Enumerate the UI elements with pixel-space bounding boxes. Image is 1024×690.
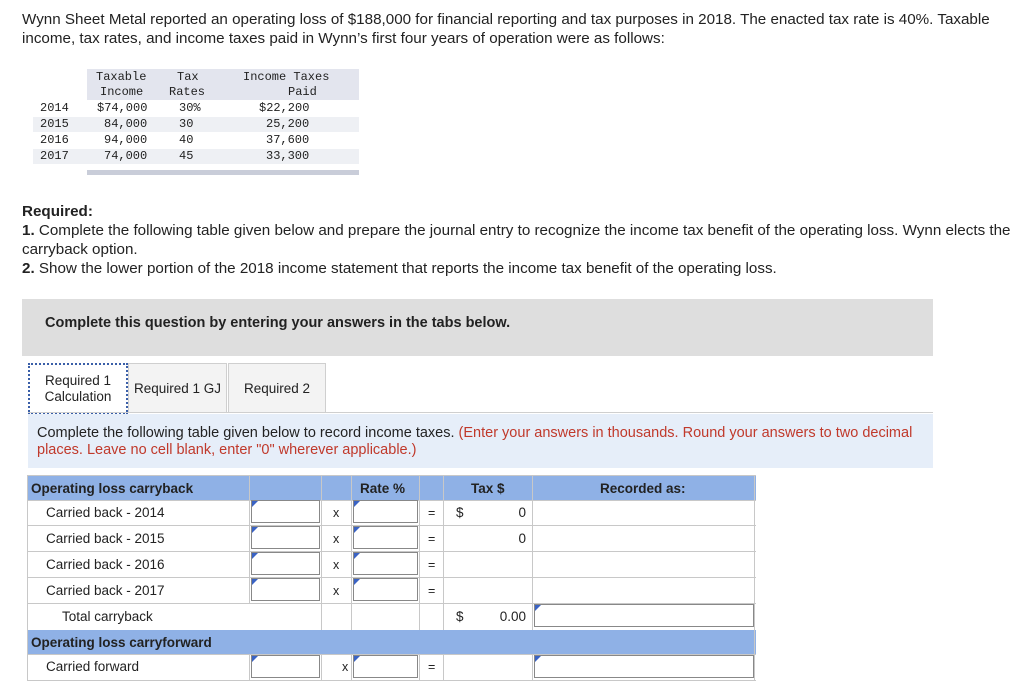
row-label: Carried back - 2015 [46, 531, 165, 546]
row-rate: 30% [179, 101, 201, 115]
col-header-tax: Tax [177, 70, 199, 84]
equals-sign: = [428, 660, 436, 674]
table-row [33, 117, 359, 132]
carryforward-recorded-input[interactable] [534, 655, 754, 678]
col-header-taxable: Taxable [96, 70, 147, 84]
header-cell-amount [250, 476, 322, 500]
tab-label: Required 2 [243, 380, 311, 396]
equals-cell [420, 525, 444, 551]
instructions-banner [22, 299, 933, 356]
table-row [27, 525, 756, 552]
total-recorded-input[interactable] [534, 604, 754, 627]
col-header-income: Income [100, 85, 144, 99]
row-label-cell [28, 551, 250, 577]
times-cell [322, 499, 352, 525]
header-tax: Tax $ [471, 481, 505, 496]
carryforward-amount-input[interactable] [251, 655, 320, 678]
row-income: 74,000 [104, 149, 148, 163]
row-label-cell [28, 577, 250, 603]
recorded-cell [533, 499, 755, 525]
row-rate: 40 [179, 133, 194, 147]
header-carryback-label: Operating loss carryback [31, 481, 194, 496]
rate-input[interactable] [353, 552, 418, 575]
row-year: 2015 [40, 117, 69, 131]
row-income: 94,000 [104, 133, 148, 147]
tab-required-1-gj[interactable] [128, 363, 227, 413]
header-cell-recorded [533, 476, 755, 500]
tab-label: Required 1 GJ [133, 380, 222, 396]
rate-cell [352, 577, 420, 603]
rate-input[interactable] [353, 500, 418, 523]
recorded-cell [533, 603, 755, 630]
amount-cell [250, 577, 322, 603]
times-sign: x [333, 532, 340, 546]
tax-value: 0 [518, 505, 526, 520]
tax-cell [444, 654, 533, 680]
equals-cell [420, 551, 444, 577]
row-paid: 37,600 [266, 133, 310, 147]
instructions-hint: (Enter your answers in thousands. Round your answers to two decimal places. Leave no cell blank, enter "0" wherever applicable.) [37, 425, 913, 458]
total-tax-value: 0.00 [499, 609, 526, 624]
total-dollar-sign: $ [456, 609, 464, 624]
times-sign: x [342, 660, 349, 674]
row-rate: 45 [179, 149, 194, 163]
total-label: Total carryback [62, 609, 153, 624]
rate-input[interactable] [353, 578, 418, 601]
tax-value: 0 [518, 531, 526, 546]
equals-sign: = [428, 584, 436, 598]
required-item2-number: 2. [22, 260, 35, 277]
problem-intro: Wynn Sheet Metal reported an operating loss of $188,000 for financial reporting and tax purposes in 2018. The enacted tax rate is 40%. Taxable income, tax rates, and income taxes paid in Wynn’s first four years of operation were as follows: [22, 11, 990, 47]
tab-label-line2: Calculation [44, 389, 112, 404]
col-header-paid: Paid [288, 85, 317, 99]
times-cell [322, 551, 352, 577]
carryforward-header-cell [28, 630, 755, 654]
row-year: 2017 [40, 149, 69, 163]
header-cell-label [28, 476, 250, 500]
header-cell-equals [420, 476, 444, 500]
table-bottom-rule [87, 170, 359, 175]
equals-sign: = [428, 558, 436, 572]
row-label: Carried back - 2017 [46, 583, 165, 598]
dollar-sign: $ [456, 505, 464, 520]
carryforward-header-label: Operating loss carryforward [31, 635, 212, 650]
equals-cell [420, 577, 444, 603]
times-cell [322, 654, 352, 680]
required-item1-text: Complete the following table given below and prepare the journal entry to recognize the income tax benefit of the operating loss. Wynn elects the carryback option. [22, 222, 1011, 258]
recorded-cell [533, 654, 755, 680]
carryforward-label: Carried forward [46, 659, 140, 674]
col-header-income-taxes: Income Taxes [243, 70, 330, 84]
answer-table-header [27, 475, 756, 501]
row-year: 2014 [40, 101, 69, 115]
row-paid: 25,200 [266, 117, 310, 131]
header-rate: Rate % [360, 481, 406, 496]
times-sign: x [333, 506, 340, 520]
required-heading: Required: [22, 203, 93, 220]
equals-sign: = [428, 532, 436, 546]
row-label: Carried back - 2016 [46, 557, 165, 572]
tab-required-2[interactable] [228, 363, 326, 413]
required-item2-text: Show the lower portion of the 2018 income statement that reports the income tax benefit of the operating loss. [34, 260, 777, 277]
col-header-rates: Rates [169, 85, 206, 99]
tax-cell [444, 499, 533, 525]
rate-cell [352, 654, 420, 680]
tab-label-line1: Required 1 [44, 373, 112, 388]
header-cell-times [322, 476, 352, 500]
recorded-cell [533, 525, 755, 551]
amount-cell [250, 499, 322, 525]
instructions-main: Complete the following table given below to record income taxes. [37, 425, 455, 441]
tab-instructions [28, 414, 933, 468]
row-label: Carried back - 2014 [46, 505, 165, 520]
loss-amount-input[interactable] [251, 552, 320, 575]
amount-cell [250, 525, 322, 551]
rate-cell [352, 525, 420, 551]
header-cell-rate [352, 476, 420, 500]
loss-amount-input[interactable] [251, 578, 320, 601]
table-row [27, 551, 756, 578]
table-row [27, 499, 756, 526]
carryforward-header [27, 630, 756, 655]
table-row [27, 577, 756, 604]
row-rate: 30 [179, 117, 194, 131]
tab-divider [28, 412, 933, 413]
row-label-cell [28, 654, 250, 680]
tax-history-table [33, 69, 359, 177]
recorded-cell [533, 577, 755, 603]
header-recorded-as: Recorded as: [600, 481, 686, 496]
row-paid: $22,200 [259, 101, 310, 115]
tax-cell [444, 525, 533, 551]
amount-cell [250, 551, 322, 577]
required-section [22, 202, 1012, 278]
rate-cell [352, 551, 420, 577]
total-row [27, 603, 756, 631]
tax-cell [444, 551, 533, 577]
equals-cell [420, 654, 444, 680]
row-income: 84,000 [104, 117, 148, 131]
row-income: $74,000 [97, 101, 148, 115]
table-row [33, 149, 359, 164]
total-tax-cell [444, 603, 533, 630]
table-row [33, 133, 359, 148]
table-row [33, 101, 359, 116]
rate-cell [352, 499, 420, 525]
empty-cell [322, 603, 352, 630]
row-label-cell [28, 499, 250, 525]
times-sign: x [333, 584, 340, 598]
loss-amount-input[interactable] [251, 526, 320, 549]
row-label-cell [28, 525, 250, 551]
tab-required-1-calculation[interactable] [28, 363, 128, 415]
tax-cell [444, 577, 533, 603]
equals-cell [420, 499, 444, 525]
row-paid: 33,300 [266, 149, 310, 163]
header-cell-tax [444, 476, 533, 500]
banner-text: Complete this question by entering your answers in the tabs below. [45, 315, 511, 331]
rate-input[interactable] [353, 526, 418, 549]
empty-cell [420, 603, 444, 630]
required-item1-number: 1. [22, 222, 35, 239]
amount-cell [250, 654, 322, 680]
carryforward-rate-input[interactable] [353, 655, 418, 678]
total-label-cell [28, 603, 322, 630]
carryforward-row [27, 654, 756, 681]
empty-cell [352, 603, 420, 630]
times-cell [322, 525, 352, 551]
equals-sign: = [428, 506, 436, 520]
recorded-cell [533, 551, 755, 577]
times-sign: x [333, 558, 340, 572]
row-year: 2016 [40, 133, 69, 147]
loss-amount-input[interactable] [251, 500, 320, 523]
times-cell [322, 577, 352, 603]
